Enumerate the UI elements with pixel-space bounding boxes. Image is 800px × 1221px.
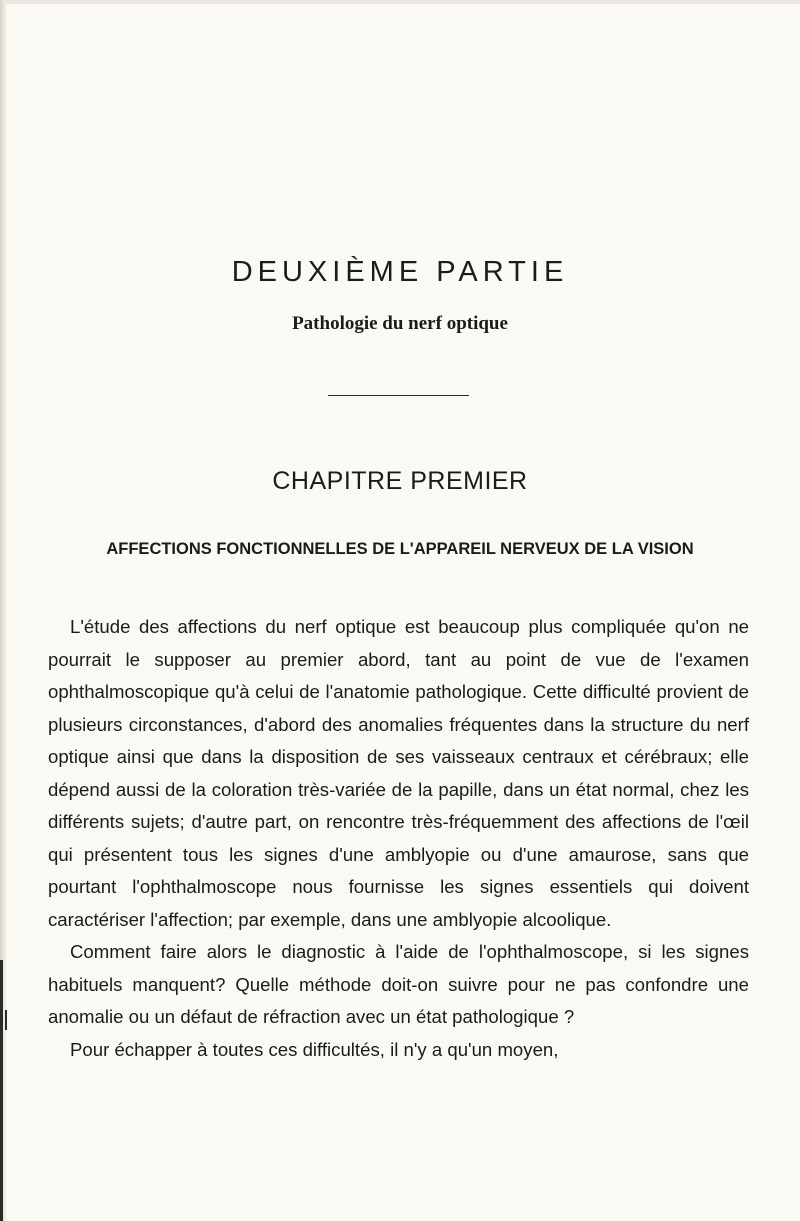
paragraph: Comment faire alors le diagnostic à l'aide de l'ophthalmoscope, si les signes habituels manquent? Quelle méthode doit-on suivre pour ne pas confondre une anomalie ou un défaut de réfraction avec un état pathologique ? bbox=[48, 941, 749, 1027]
part-title: DEUXIÈME PARTIE bbox=[231, 256, 569, 288]
body-text bbox=[48, 611, 749, 1066]
page-top-edge bbox=[0, 0, 800, 4]
paragraph: L'étude des affections du nerf optique est beaucoup plus compliquée qu'on ne pourrait le supposer au premier abord, tant au point de vue de l'examen ophthalmoscopique qu'à celui de l'anatomie pathologique. Cette difficulté provient de plusieurs circonstances, d'abord des anomalies fréquentes dans la structure du nerf optique ainsi que dans la disposition de ses vaisseaux centraux et cérébraux; elle dépend aussi de la coloration très-variée de la papille, dans un état normal, chez les différents sujets; d'autre part, on rencontre très-fréquemment des affections de l'œil qui présentent tous les signes d'une amblyopie ou d'une amaurose, sans que pourtant l'ophthalmoscope nous fournisse les signes essentiels qui doivent caractériser l'affection; par exemple, dans une amblyopie alcoolique. bbox=[48, 616, 749, 930]
paragraph: Pour échapper à toutes ces difficultés, il n'y a qu'un moyen, bbox=[70, 1038, 559, 1060]
chapter-subtitle: AFFECTIONS FONCTIONNELLES DE L'APPAREIL NERVEUX DE LA VISION bbox=[106, 540, 694, 558]
section-divider bbox=[328, 395, 469, 396]
part-subtitle: Pathologie du nerf optique bbox=[292, 313, 508, 334]
margin-bar bbox=[5, 1010, 7, 1030]
chapter-title: CHAPITRE PREMIER bbox=[272, 467, 528, 495]
margin-bar bbox=[0, 960, 3, 1221]
